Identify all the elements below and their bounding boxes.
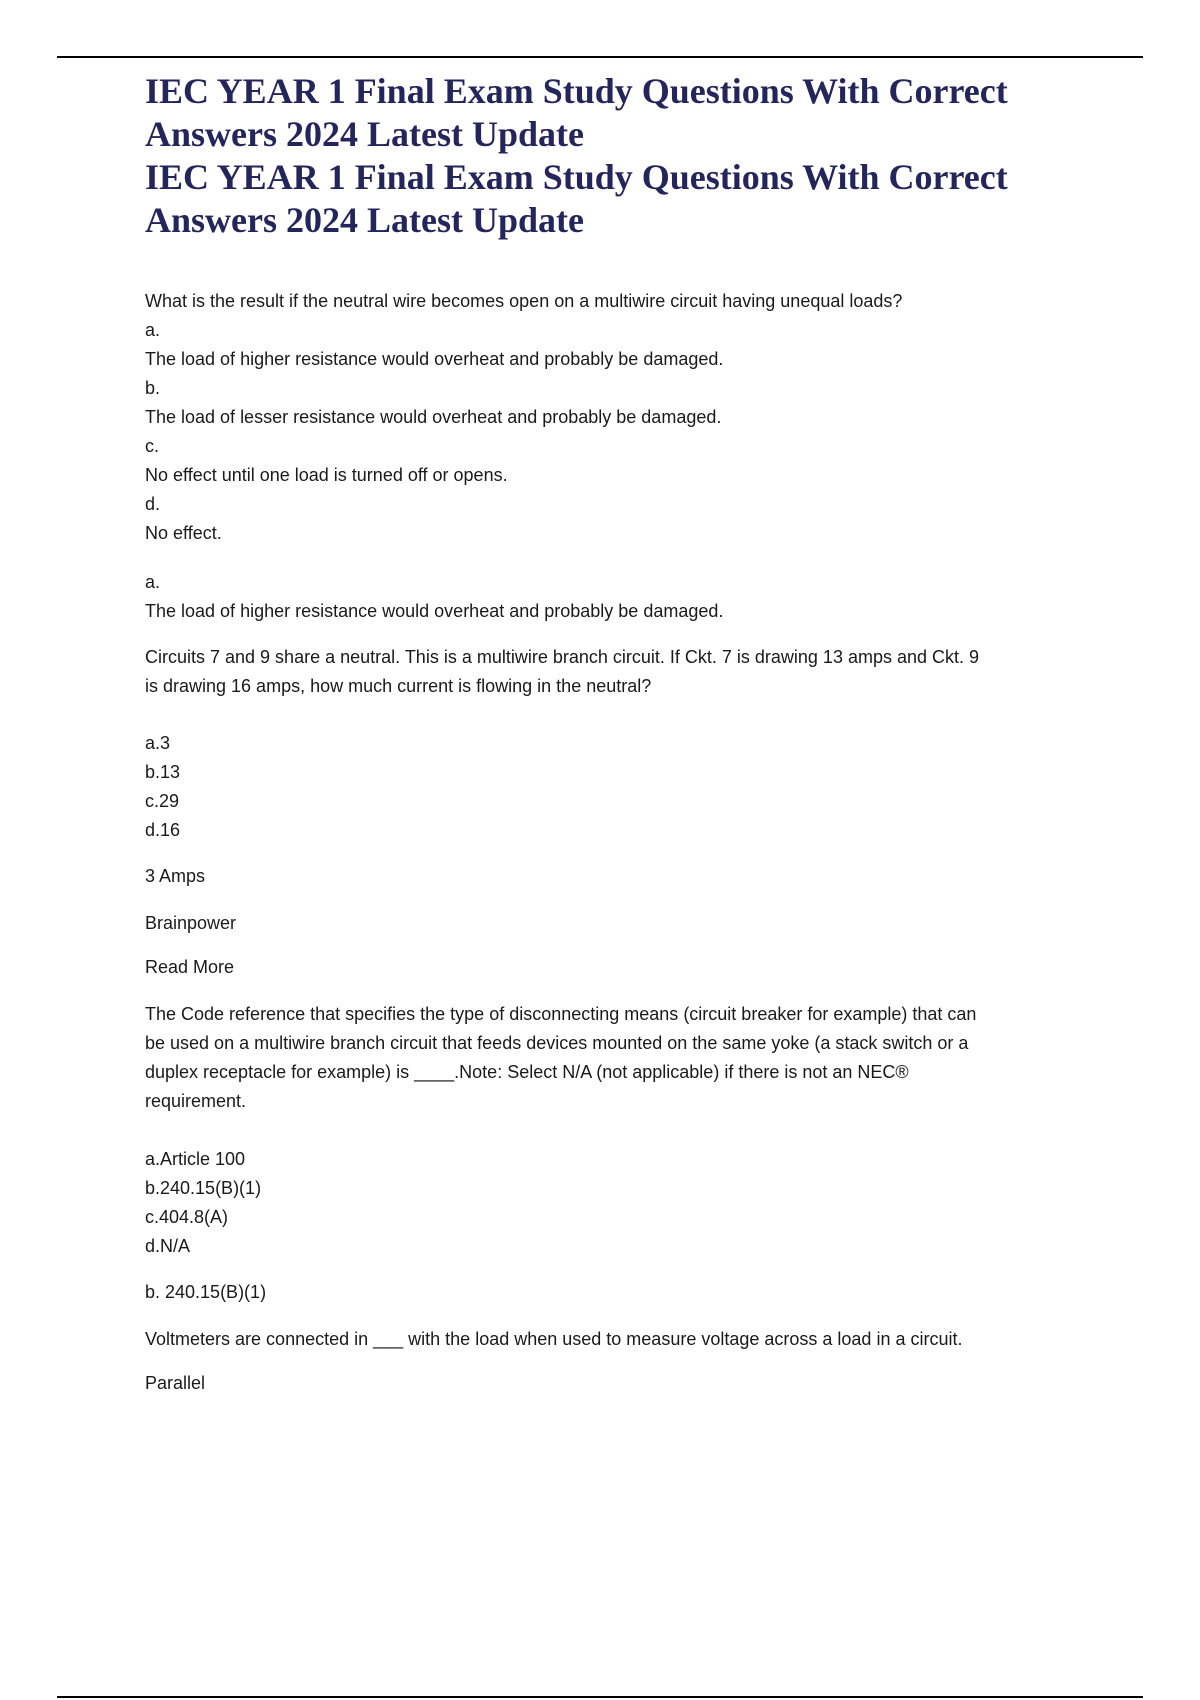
- extra-brainpower: [145, 909, 1085, 938]
- option-letter: c.: [145, 436, 160, 456]
- title-line: Answers 2024 Latest Update: [145, 114, 584, 154]
- answer-2: [145, 862, 1085, 891]
- option-text: d.N/A: [145, 1236, 191, 1256]
- title-block: [145, 70, 1085, 242]
- option-text: a.Article 100: [145, 1149, 246, 1169]
- question-text: duplex receptacle for example) is ____.Note: Select N/A (not applicable) if there is not an NEC®: [145, 1062, 909, 1082]
- extra-read-more[interactable]: [145, 953, 1085, 982]
- top-rule: [57, 56, 1143, 58]
- read-more-link[interactable]: Read More: [145, 957, 235, 977]
- option-text: c.404.8(A): [145, 1207, 229, 1227]
- answer-4: [145, 1369, 1085, 1398]
- document-title: [145, 70, 1085, 242]
- answer-3: [145, 1278, 1085, 1307]
- question-2-options: [145, 729, 1085, 845]
- option-text: The load of lesser resistance would overheat and probably be damaged.: [145, 407, 722, 427]
- question-text: Circuits 7 and 9 share a neutral. This is a multiwire branch circuit. If Ckt. 7 is drawing 13 amps and Ckt. 9: [145, 647, 980, 667]
- answer-letter: a.: [145, 572, 161, 592]
- question-text: be used on a multiwire branch circuit that feeds devices mounted on the same yoke (a stack switch or a: [145, 1033, 969, 1053]
- question-text: What is the result if the neutral wire becomes open on a multiwire circuit having unequal loads?: [145, 291, 903, 311]
- option-text: d.16: [145, 820, 181, 840]
- option-text: The load of higher resistance would overheat and probably be damaged.: [145, 349, 724, 369]
- question-3-options: [145, 1145, 1085, 1261]
- option-text: b.13: [145, 762, 181, 782]
- option-text: No effect.: [145, 523, 222, 543]
- option-letter: a.: [145, 320, 161, 340]
- question-text: The Code reference that specifies the type of disconnecting means (circuit breaker for example) that can: [145, 1004, 977, 1024]
- title-line: IEC YEAR 1 Final Exam Study Questions With Correct: [145, 157, 1008, 197]
- option-letter: d.: [145, 494, 161, 514]
- answer-text: b. 240.15(B)(1): [145, 1282, 267, 1302]
- option-text: b.240.15(B)(1): [145, 1178, 262, 1198]
- bottom-rule: [57, 1696, 1143, 1698]
- option-text: a.3: [145, 733, 171, 753]
- question-1: [145, 287, 1085, 548]
- answer-text: The load of higher resistance would overheat and probably be damaged.: [145, 601, 724, 621]
- answer-text: 3 Amps: [145, 866, 206, 886]
- title-line: IEC YEAR 1 Final Exam Study Questions With Correct: [145, 71, 1008, 111]
- question-2: [145, 643, 1085, 701]
- title-line: Answers 2024 Latest Update: [145, 200, 584, 240]
- option-text: No effect until one load is turned off or opens.: [145, 465, 508, 485]
- option-letter: b.: [145, 378, 161, 398]
- answer-1: [145, 568, 1085, 626]
- question-3: [145, 1000, 1085, 1116]
- question-text: is drawing 16 amps, how much current is flowing in the neutral?: [145, 676, 652, 696]
- answer-text: Parallel: [145, 1373, 206, 1393]
- question-text: Voltmeters are connected in ___ with the load when used to measure voltage across a load in a circuit.: [145, 1329, 963, 1349]
- option-text: c.29: [145, 791, 180, 811]
- brainpower-text: Brainpower: [145, 913, 237, 933]
- question-4: [145, 1325, 1085, 1354]
- question-text: requirement.: [145, 1091, 247, 1111]
